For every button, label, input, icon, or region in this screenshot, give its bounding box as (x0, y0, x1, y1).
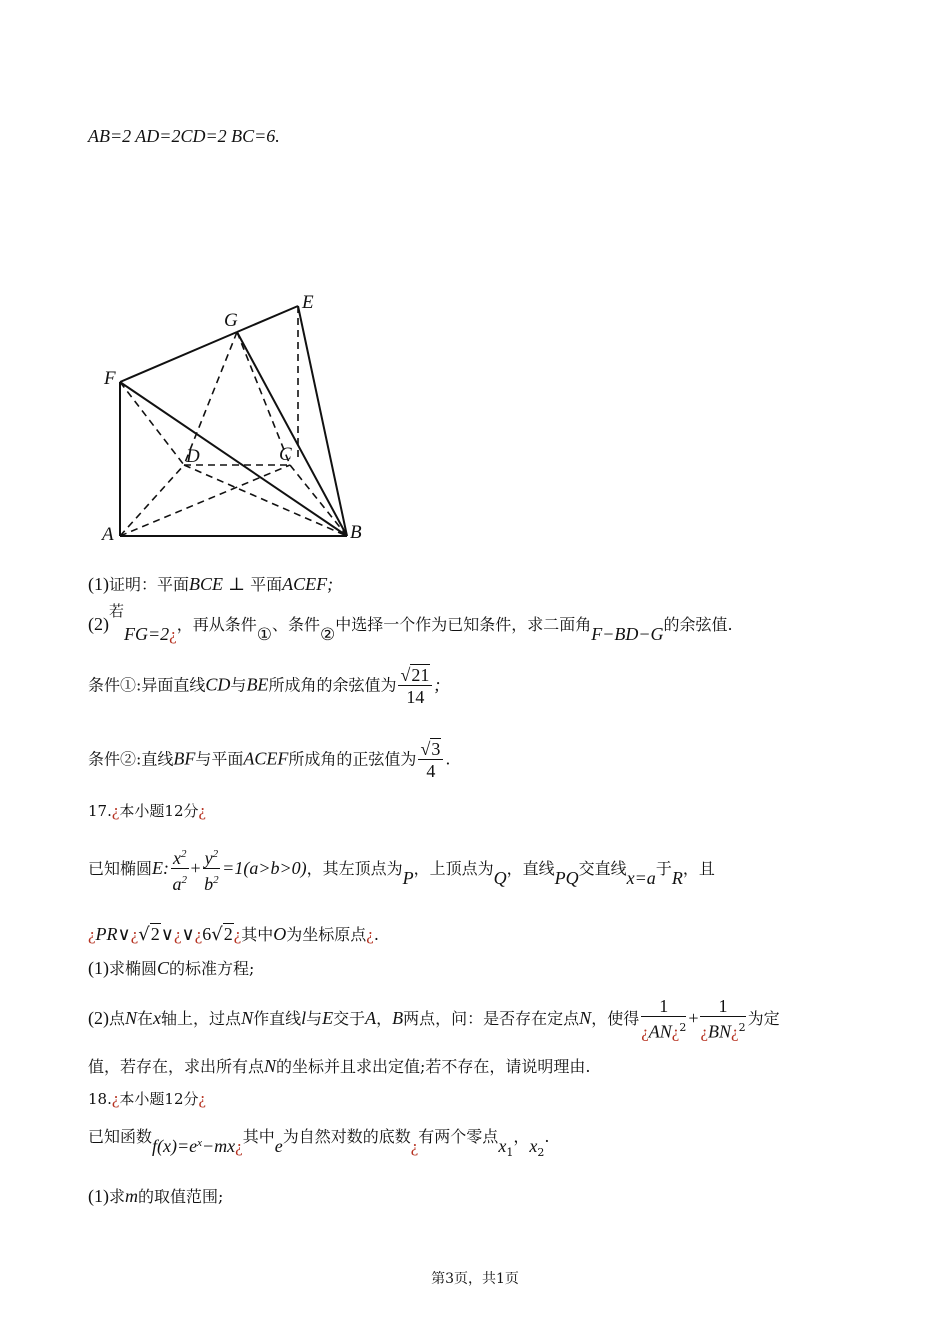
q18-heading: 18.¿本小题12分¿ (88, 1089, 207, 1108)
label-G: G (224, 310, 238, 331)
edge-GE (237, 306, 298, 332)
q18-part1: (1)求m的取值范围; (88, 1186, 224, 1206)
q16-part2: (2)若FG=2¿，再从条件①、条件②中选择一个作为已知条件，求二面角F−BD−G的余弦值. (88, 602, 733, 645)
given-lengths: AB=2 AD=2CD=2 BC=6. (88, 126, 280, 146)
q17-heading: 17.¿本小题12分¿ (88, 801, 207, 820)
edge-FB (120, 382, 347, 536)
edge-GB (237, 332, 347, 536)
condition-2: 条件②:直线BF与平面ACEF所成角的正弦值为 $\frac{√3}{4}$ . (88, 739, 451, 781)
label-D: D (186, 446, 200, 467)
q17-condition: ¿PR∨¿√2∨¿∨¿6√2¿其中O为坐标原点¿. (88, 924, 379, 945)
label-B: B (350, 522, 362, 543)
geometry-figure (96, 288, 386, 548)
q17-part2: (2)点N在x轴上，过点N作直线l与E交于A，B两点，问：是否存在定点N，使得 $\frac{1}{¿AN¿^2}$ + $\frac{1}{¿BN¿^2}$ 为定 (88, 996, 780, 1042)
frac-bn: $\frac{1}{¿BN¿^2}$ (700, 996, 746, 1042)
cond1-fraction: $\frac{√21}{14}$ (398, 664, 432, 708)
label-A: A (102, 524, 114, 545)
edge-AD (120, 465, 184, 536)
label-C: C (279, 444, 292, 465)
cond2-fraction: $\frac{√3}{4}$ (418, 738, 443, 782)
condition-1: 条件①:异面直线CD与BE所成角的余弦值为 $\frac{√21}{14}$ ; (88, 665, 441, 707)
label-E: E (302, 292, 314, 313)
q17-part2-cont: 值，若存在，求出所有点N的坐标并且求出定值;若不存在，请说明理由. (88, 1056, 591, 1076)
page-footer: 第3页，共1页 (431, 1271, 519, 1287)
frac-an: $\frac{1}{¿AN¿^2}$ (641, 996, 687, 1042)
label-F: F (104, 368, 116, 389)
q17-intro: 已知椭圆E: $\frac{x^2}{a^2}$ + $\frac{y^2}{b^2}$ =1(a>b>0)，其左顶点为P，上顶点为Q，直线PQ交直线x=a于R，且 (88, 844, 715, 895)
q18-intro: 已知函数$f(x)=e^x-mx¿$其中e为自然对数的底数¿有两个零点$x_1$，$x_2$. (88, 1127, 550, 1160)
edge-FG (120, 332, 237, 382)
edge-EB (298, 306, 347, 536)
q16-part1: (1)证明：平面BCE ⊥ 平面ACEF; (88, 574, 334, 594)
q17-part1: (1)求椭圆C的标准方程; (88, 958, 255, 978)
edge-FD (120, 382, 184, 465)
